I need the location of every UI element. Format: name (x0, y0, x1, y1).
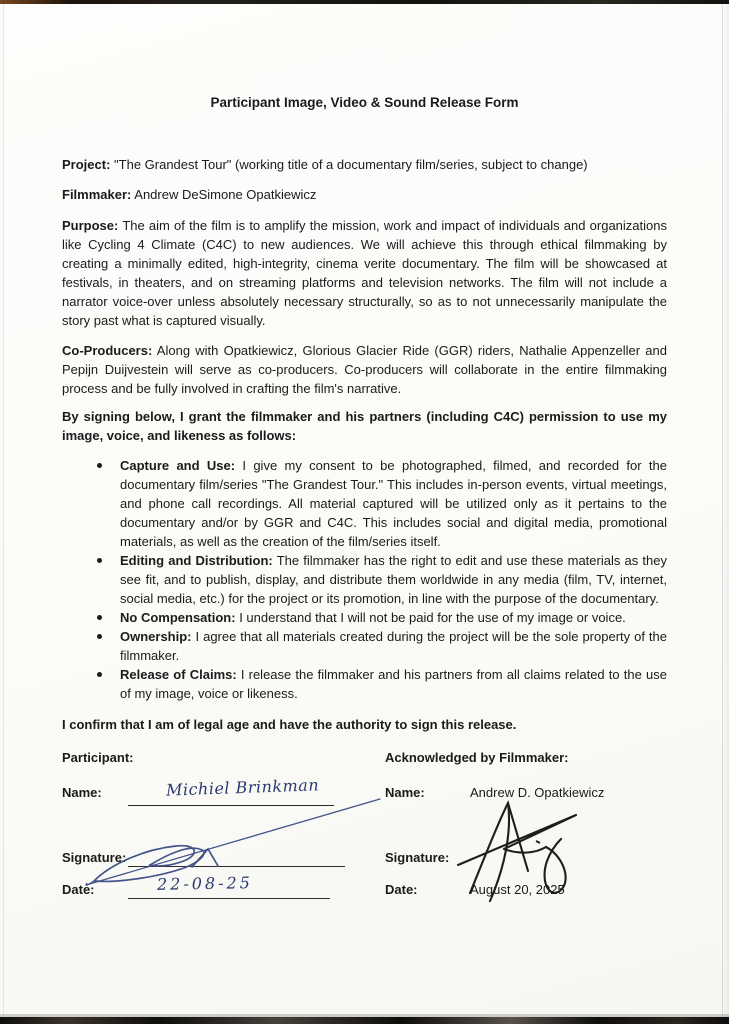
participant-heading: Participant: (62, 750, 134, 765)
project-text: "The Grandest Tour" (working title of a documentary film/series, subject to change) (114, 157, 588, 172)
filmmaker-date-label: Date: (385, 882, 418, 897)
scan-edge-bottom (0, 1017, 729, 1024)
filmmaker-date-value: August 20, 2025 (470, 882, 565, 897)
project-label: Project: (62, 157, 111, 172)
filmmaker-label: Filmmaker: (62, 187, 132, 202)
term-release-of-claims (62, 665, 667, 703)
page-title: Participant Image, Video & Sound Release Form (210, 95, 519, 110)
participant-name-handwritten: Michiel Brinkman (165, 775, 320, 800)
term-label: Capture and Use: (120, 458, 236, 473)
grant-statement: By signing below, I grant the filmmaker and his partners (including C4C) permission to use my image, voice, and likeness as follows: (62, 409, 667, 443)
term-label: Ownership: (120, 629, 192, 644)
term-text: I release the filmmaker and his partners from all claims related to the use of my image, voice or likeness. (120, 667, 667, 701)
project-line (62, 155, 667, 174)
participant-name-label: Name: (62, 785, 102, 800)
signature-section (62, 745, 667, 935)
filmmaker-line (62, 185, 667, 204)
term-text: I agree that all materials created during the project will be the sole property of the filmmaker. (120, 629, 667, 663)
term-editing-and-distribution (62, 551, 667, 608)
term-label: Editing and Distribution: (120, 553, 273, 568)
filmmaker-heading: Acknowledged by Filmmaker: (385, 750, 569, 765)
coproducers-label: Co-Producers: (62, 343, 153, 358)
scan-edge-left (3, 0, 4, 1024)
term-text: The filmmaker has the right to edit and use these materials as they see fit, and to publish, display, and distribute them worldwide in any media (film, TV, internet, social media, etc.) for the project or its promotion, in line with the purpose of the documentary. (120, 553, 667, 606)
coproducers-paragraph (62, 341, 667, 398)
legal-age-confirmation: I confirm that I am of legal age and have the authority to sign this release. (62, 717, 517, 732)
filmmaker-signature-label: Signature: (385, 850, 450, 865)
coproducers-text: Along with Opatkiewicz, Glorious Glacier Ride (GGR) riders, Nathalie Appenzeller and Pepijn Duijvestein will serve as co-producers. Co-producers will collaborate in the entire filmmaking process and be fully involved in crafting the film's narrative. (62, 343, 667, 396)
term-label: No Compensation: (120, 610, 236, 625)
form-body (62, 0, 667, 734)
filmmaker-name-value: Andrew D. Opatkiewicz (470, 785, 605, 800)
purpose-text: The aim of the film is to amplify the mission, work and impact of individuals and organizations like Cycling 4 Climate (C4C) to new audiences. We will achieve this through ethical filmmaking by creating a minimally edited, high-integrity, cinema verite documentary. The film will be showcased at festivals, in theaters, and on streaming platforms and television networks. The film will not include a narrator voice-over unless absolutely necessary structurally, so as to not unnecessarily manipulate the story past what is captured visually. (62, 218, 667, 328)
term-capture-and-use (62, 456, 667, 551)
filmmaker-name-label: Name: (385, 785, 425, 800)
term-no-compensation (62, 608, 667, 627)
participant-date-label: Date: (62, 882, 95, 897)
participant-date-line (128, 898, 330, 899)
participant-signature-label: Signature: (62, 850, 127, 865)
scan-edge-right-shade (723, 0, 729, 1024)
filmmaker-text: Andrew DeSimone Opatkiewicz (134, 187, 317, 202)
term-text: I understand that I will not be paid for the use of my image or voice. (239, 610, 626, 625)
term-text: I give my consent to be photographed, filmed, and recorded for the documentary film/series "The Grandest Tour." This includes in-person events, virtual meetings, and phone call recordings. All material captured will be utilized only as it pertains to the documentary and/or by GGR and C4C. This includes social and digital media, promotional materials, as well as the creation of the film/series itself. (120, 458, 667, 549)
terms-list (62, 456, 667, 703)
participant-date-handwritten: 22-08-25 (156, 873, 254, 894)
purpose-label: Purpose: (62, 218, 119, 233)
term-ownership (62, 627, 667, 665)
purpose-paragraph (62, 216, 667, 330)
term-label: Release of Claims: (120, 667, 237, 682)
